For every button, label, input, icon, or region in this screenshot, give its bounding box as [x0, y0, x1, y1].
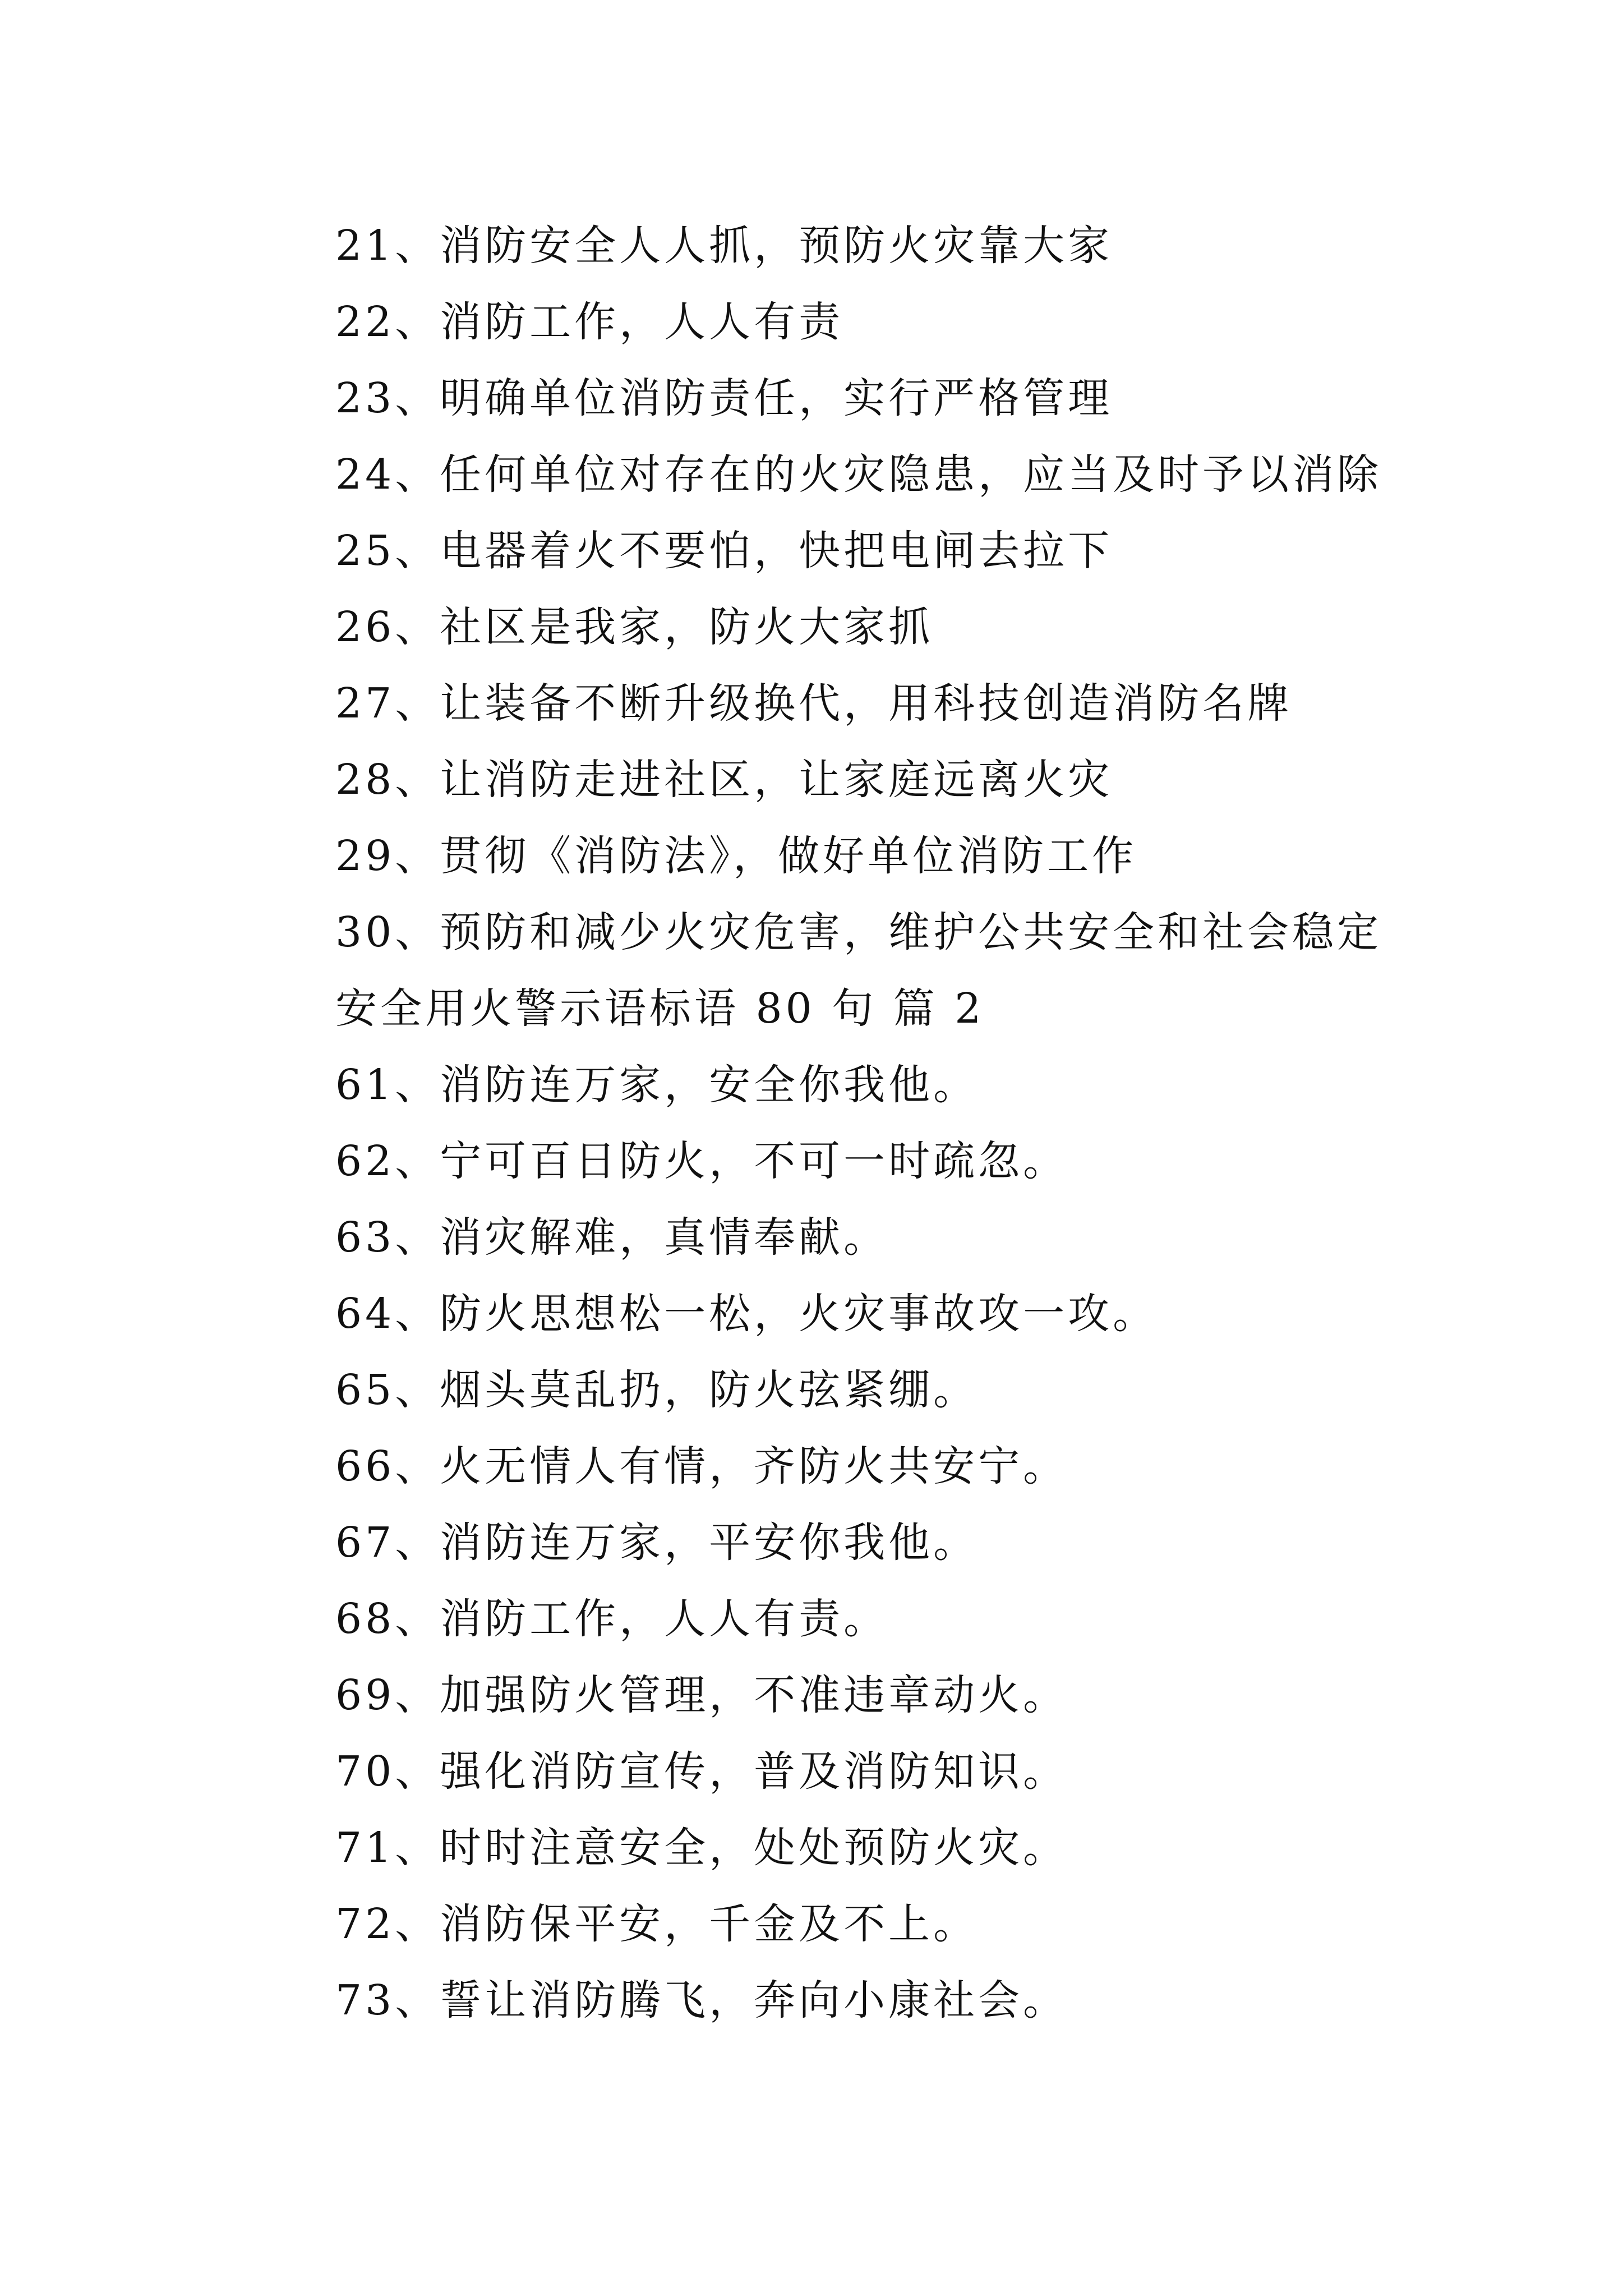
slogan-line-66: 66、火无情人有情，齐防火共安宁。: [335, 1442, 1068, 1490]
slogan-line-25: 25、电器着火不要怕，快把电闸去拉下: [335, 527, 1113, 575]
slogan-line-61: 61、消防连万家，安全你我他。: [335, 1061, 979, 1109]
slogan-line-30: 30、预防和减少火灾危害，维护公共安全和社会稳定: [335, 908, 1382, 956]
slogan-line-21: 21、消防安全人人抓，预防火灾靠大家: [335, 222, 1113, 270]
slogan-line-24: 24、任何单位对存在的火灾隐患，应当及时予以消除: [335, 450, 1382, 499]
slogan-line-70: 70、强化消防宣传，普及消防知识。: [335, 1747, 1068, 1796]
section-heading: 安全用火警示语标语 80 句 篇 2: [335, 984, 985, 1033]
slogan-line-72: 72、消防保平安，千金及不上。: [335, 1900, 979, 1948]
slogan-line-62: 62、宁可百日防火，不可一时疏忽。: [335, 1137, 1068, 1185]
slogan-line-22: 22、消防工作，人人有责: [335, 298, 844, 346]
slogan-list: [335, 208, 1457, 2039]
slogan-line-64: 64、防火思想松一松，火灾事故攻一攻。: [335, 1290, 1158, 1338]
slogan-line-69: 69、加强防火管理，不准违章动火。: [335, 1671, 1068, 1719]
slogan-line-65: 65、烟头莫乱扔，防火弦紧绷。: [335, 1366, 979, 1414]
slogan-line-68: 68、消防工作，人人有责。: [335, 1595, 889, 1643]
slogan-line-63: 63、消灾解难，真情奉献。: [335, 1213, 889, 1262]
slogan-line-27: 27、让装备不断升级换代，用科技创造消防名牌: [335, 679, 1293, 728]
slogan-line-73: 73、誓让消防腾飞，奔向小康社会。: [335, 1976, 1068, 2024]
slogan-line-23: 23、明确单位消防责任，实行严格管理: [335, 374, 1113, 422]
slogan-line-26: 26、社区是我家，防火大家抓: [335, 603, 934, 651]
slogan-line-29: 29、贯彻《消防法》，做好单位消防工作: [335, 832, 1137, 880]
slogan-line-28: 28、让消防走进社区，让家庭远离火灾: [335, 756, 1113, 804]
slogan-line-67: 67、消防连万家，平安你我他。: [335, 1519, 979, 1567]
slogan-line-71: 71、时时注意安全，处处预防火灾。: [335, 1824, 1068, 1872]
